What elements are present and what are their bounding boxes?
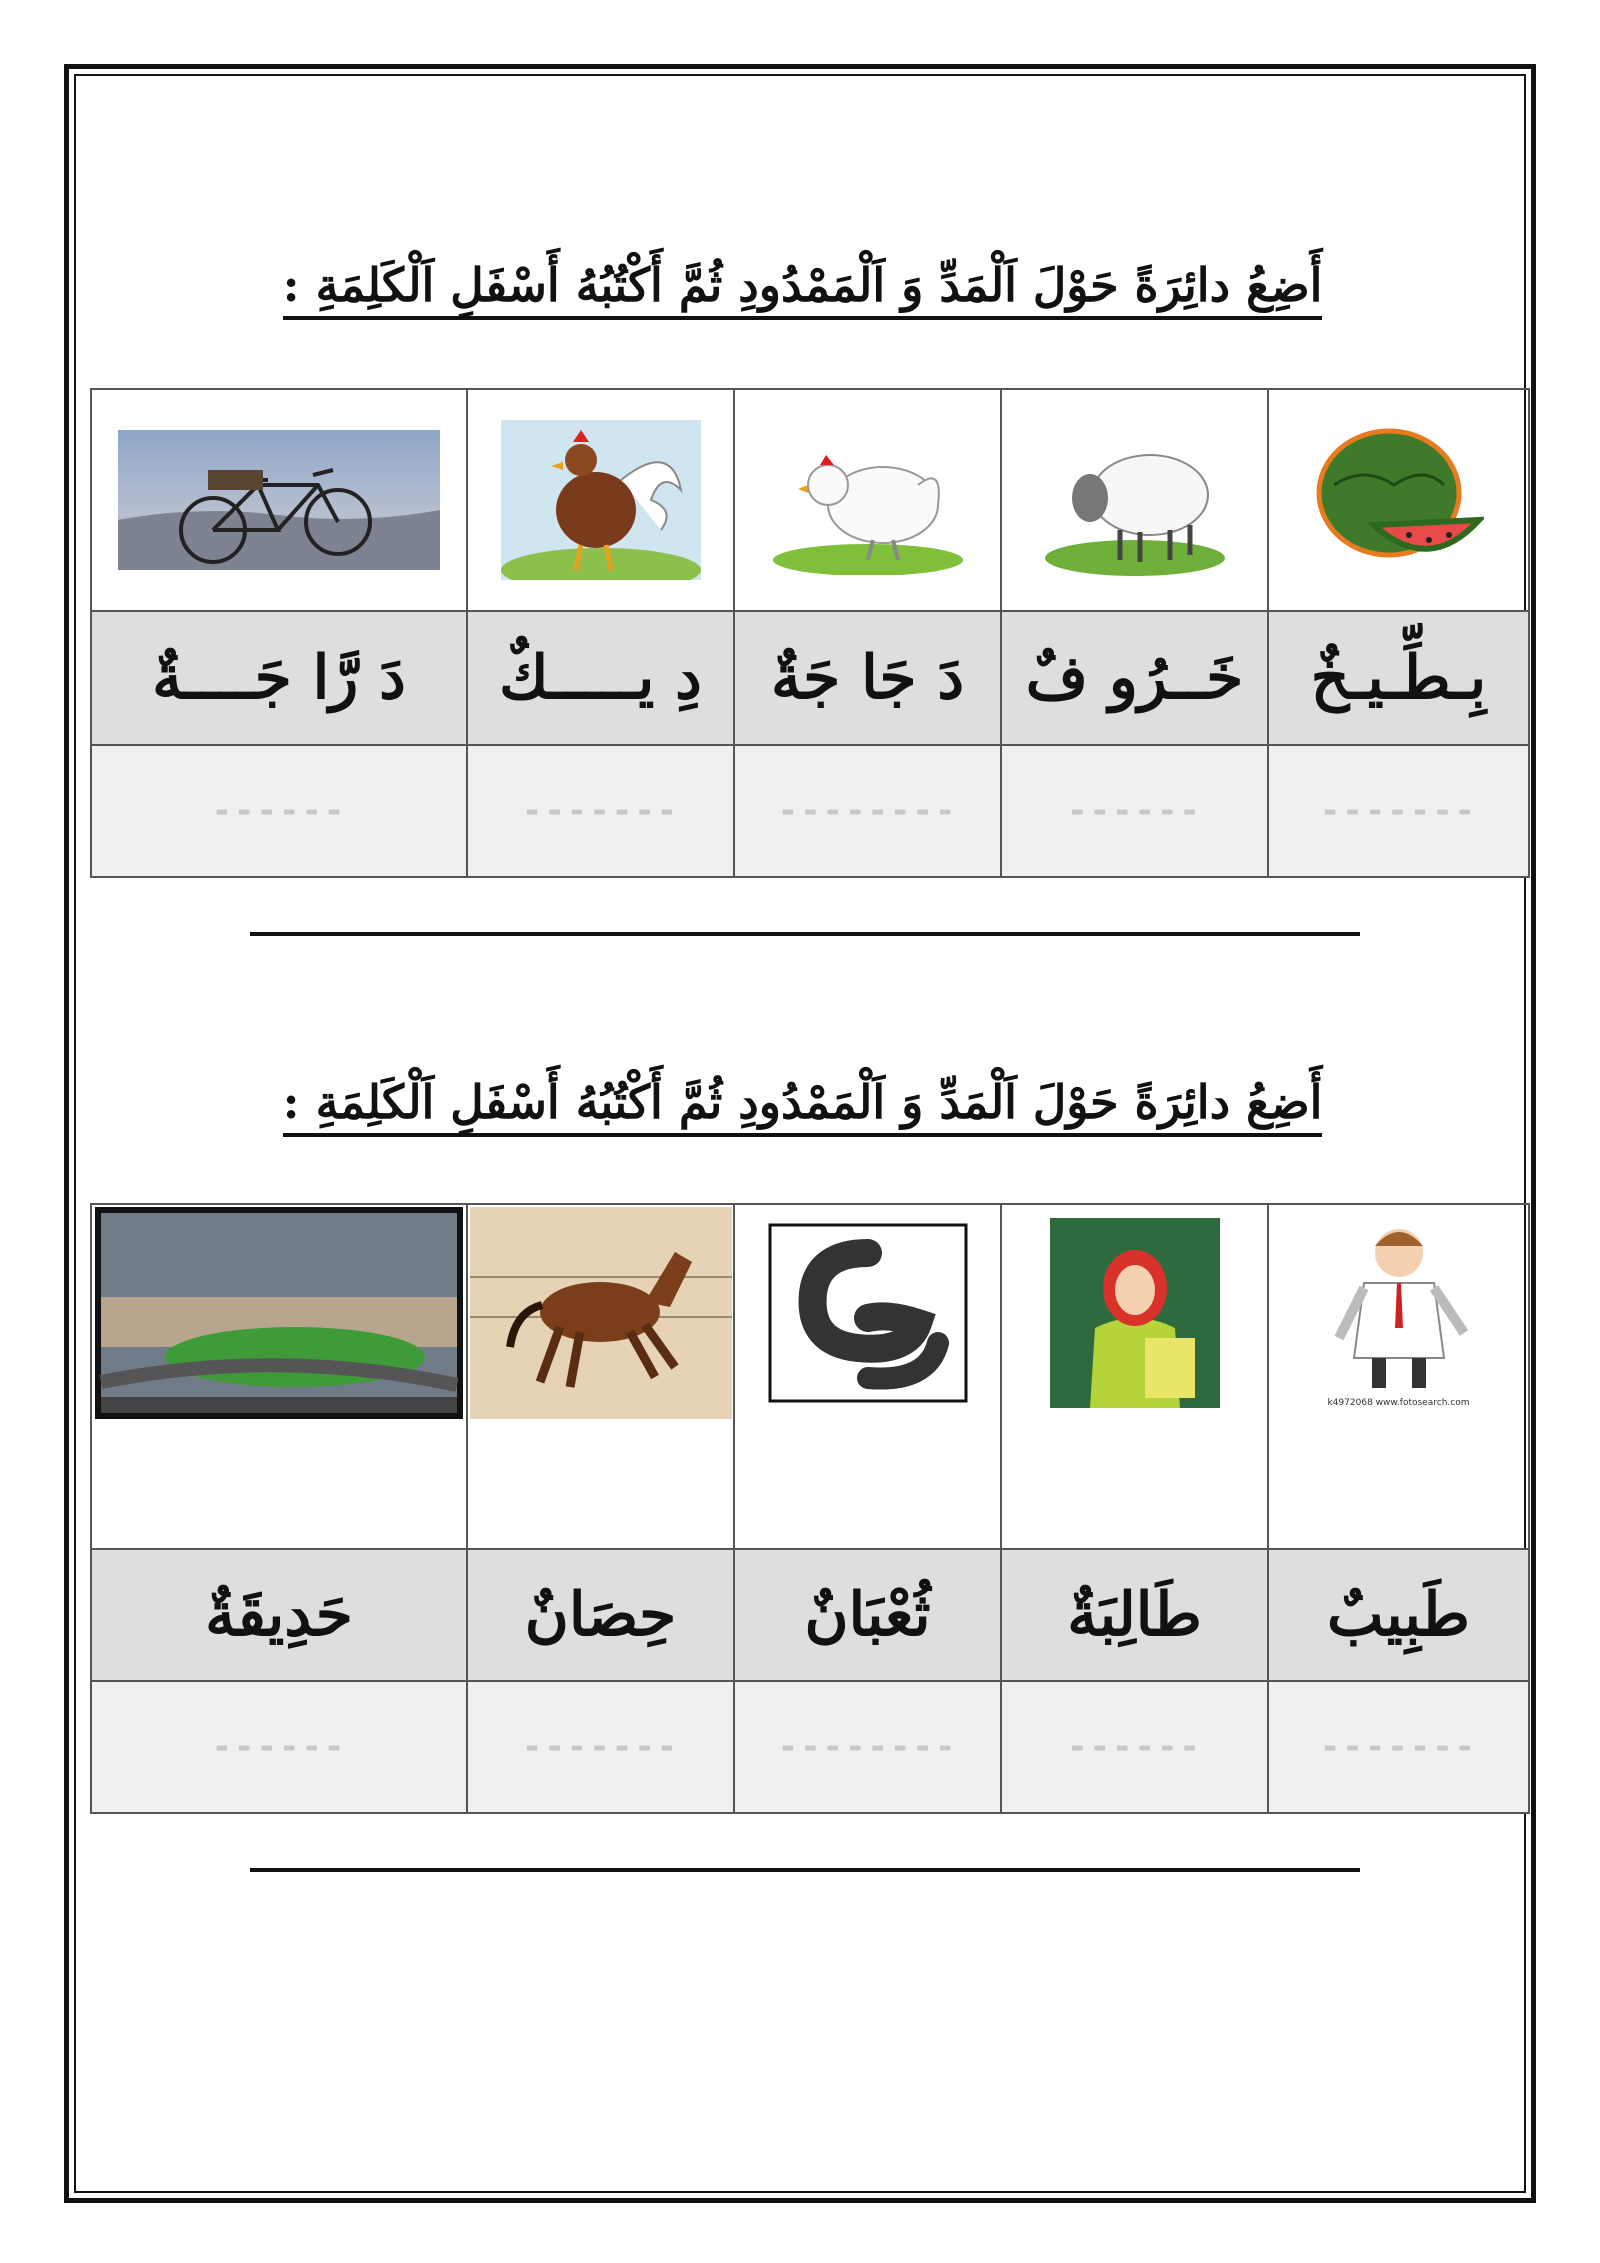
- instruction-2-text: أَضِعُ دائِرَةً حَوْلَ اَلْمَدِّ وَ اَلْمَمْدُودِ ثُمَّ أَكْتُبُهُ أَسْفَلِ اَلْكَلِمَةِ :: [283, 1075, 1323, 1137]
- picture-row: [91, 1204, 1529, 1549]
- writing-blank-garden[interactable]: ------: [91, 1681, 467, 1813]
- rooster-picture: [501, 420, 701, 580]
- student-picture: [1050, 1218, 1220, 1408]
- photo-caption: k4972068 www.fotosearch.com: [1327, 1397, 1470, 1408]
- word-bicycle: دَ رَّا جَــــةٌ: [91, 611, 467, 745]
- word-row: [91, 1549, 1529, 1681]
- picture-cell-garden: [91, 1204, 467, 1549]
- writing-blank-student[interactable]: ------: [1001, 1681, 1268, 1813]
- writing-blank-sheep[interactable]: ------: [1001, 745, 1268, 877]
- word-snake: ثُعْبَانٌ: [734, 1549, 1001, 1681]
- word-hen: دَ جَا جَةٌ: [734, 611, 1001, 745]
- garden-picture: [95, 1207, 463, 1419]
- writing-blank-hen[interactable]: --------: [734, 745, 1001, 877]
- word-horse: حِصَانٌ: [467, 1549, 734, 1681]
- writing-blank-horse[interactable]: -------: [467, 1681, 734, 1813]
- picture-cell-rooster: [467, 389, 734, 611]
- writing-blank-snake[interactable]: --------: [734, 1681, 1001, 1813]
- word-sheep: خَــرُو فٌ: [1001, 611, 1268, 745]
- writing-blank-rooster[interactable]: -------: [467, 745, 734, 877]
- instruction-1: [245, 258, 1360, 312]
- writing-blank-doctor[interactable]: -------: [1268, 1681, 1529, 1813]
- snake-picture: [768, 1223, 968, 1403]
- picture-cell-snake: [734, 1204, 1001, 1549]
- picture-cell-watermelon: [1268, 389, 1529, 611]
- word-student: طَالِبَةٌ: [1001, 1549, 1268, 1681]
- worksheet-table-2: [90, 1203, 1530, 1814]
- picture-cell-doctor: [1268, 1204, 1529, 1549]
- word-doctor: طَبِيبٌ: [1268, 1549, 1529, 1681]
- picture-cell-sheep: [1001, 389, 1268, 611]
- picture-cell-hen: [734, 389, 1001, 611]
- writing-row: [91, 1681, 1529, 1813]
- bicycle-picture: [118, 430, 440, 570]
- worksheet-table-1: [90, 388, 1530, 878]
- word-row: [91, 611, 1529, 745]
- writing-line-2: [250, 1868, 1360, 1872]
- word-garden: حَدِيقَةٌ: [91, 1549, 467, 1681]
- writing-row: [91, 745, 1529, 877]
- word-watermelon: بِـطِّـيـخٌ: [1268, 611, 1529, 745]
- doctor-picture: [1299, 1218, 1499, 1398]
- horse-picture: [470, 1207, 732, 1419]
- word-rooster: دِ يـــــكٌ: [467, 611, 734, 745]
- hen-picture: [768, 425, 968, 575]
- sheep-picture: [1040, 420, 1230, 580]
- writing-blank-watermelon[interactable]: -------: [1268, 745, 1529, 877]
- picture-cell-student: [1001, 1204, 1268, 1549]
- watermelon-picture: [1314, 425, 1484, 575]
- writing-blank-bicycle[interactable]: ------: [91, 745, 467, 877]
- instruction-1-text: أَضِعُ دائِرَةً حَوْلَ اَلْمَدِّ وَ اَلْمَمْدُودِ ثُمَّ أَكْتُبُهُ أَسْفَلِ اَلْكَلِمَةِ :: [283, 258, 1323, 320]
- picture-cell-bicycle: [91, 389, 467, 611]
- picture-row: [91, 389, 1529, 611]
- writing-line-1: [250, 932, 1360, 936]
- instruction-2: [245, 1075, 1360, 1129]
- picture-cell-horse: [467, 1204, 734, 1549]
